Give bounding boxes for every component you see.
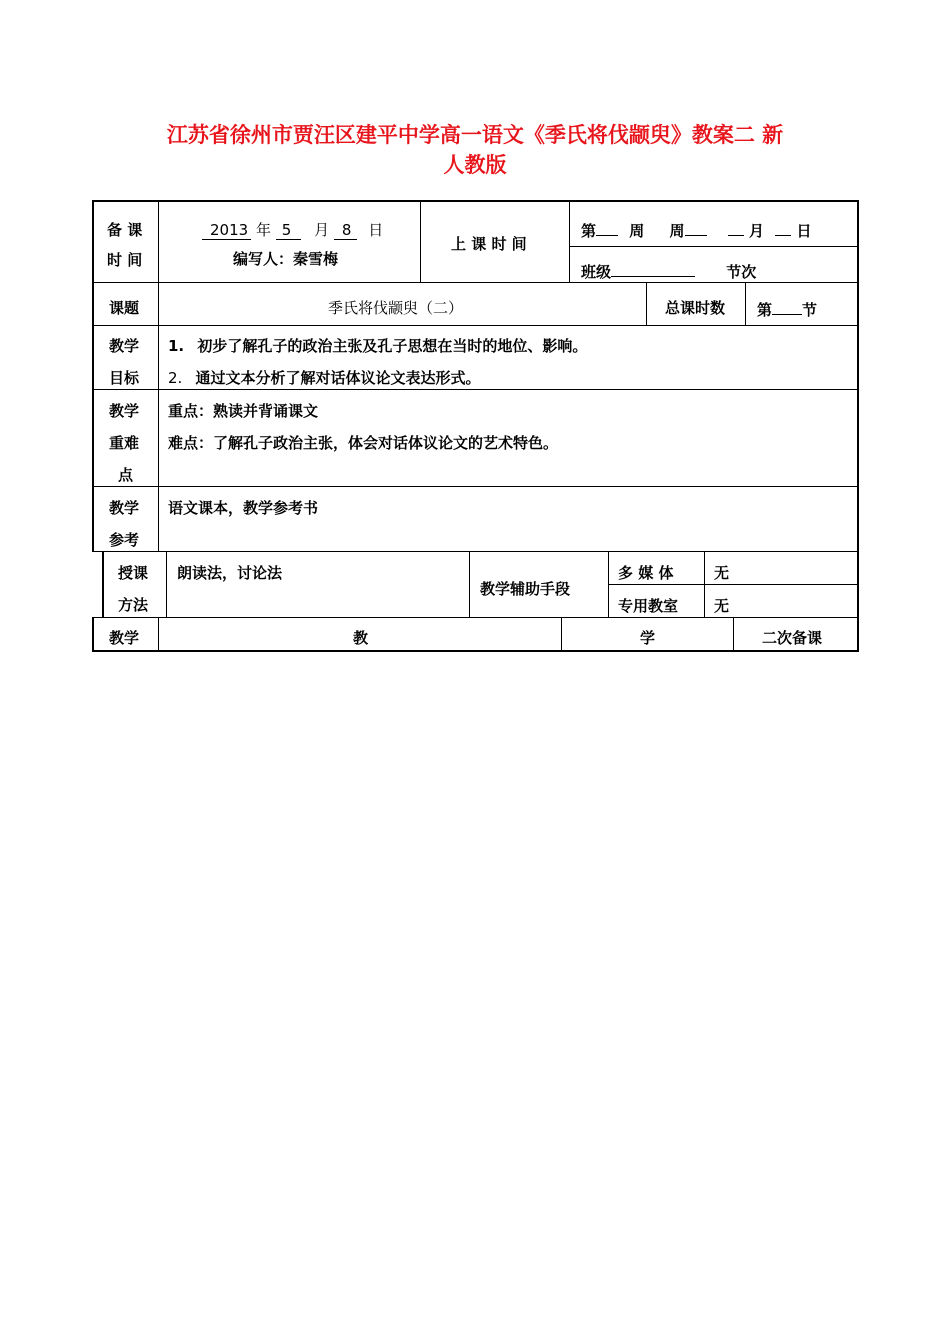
day-blank [775,220,791,236]
room-value: 无 [714,597,730,615]
learn-col-label: 学 [640,629,656,647]
table-left-border [92,200,94,552]
class-label: 班级 [581,263,612,281]
reference-label-1: 教学 [109,499,140,517]
title-line-1: 江苏省徐州市贾汪区建平中学高一语文《季氏将伐颛臾》教案二 新 [166,122,784,147]
media-value: 无 [714,564,730,582]
difficult-point: 难点：了解孔子政治主张，体会对话体议论文的艺术特色。 [168,434,559,452]
date-month: 5 [276,221,302,240]
session-suffix: 节 [802,301,818,319]
topic-label: 课题 [109,299,140,317]
divider [92,389,859,390]
goals-label-1: 教学 [109,337,140,355]
class-blank [611,261,695,277]
focus-label-3: 点 [118,466,134,484]
topic-value: 季氏将伐颛臾（二） [328,299,464,317]
divider [92,486,859,487]
author: 编写人：秦雪梅 [233,250,339,268]
week-prefix: 第 [581,222,597,240]
prep-date [202,221,383,240]
method-label-2: 方法 [118,596,149,614]
title-line-2: 人教版 [443,152,507,177]
month-label: 月 [748,222,764,240]
teaching-aid-label: 教学辅助手段 [480,580,571,598]
goal-2-text: 通过文本分析了解对话体议论文表达形式。 [195,369,481,387]
method-label-1: 授课 [118,564,149,582]
date-day-suffix: 日 [368,221,384,239]
weekday-blank [685,220,707,236]
room-label: 专用教室 [618,597,679,615]
divider [92,617,859,618]
table-top-border [92,200,859,202]
divider [745,282,746,325]
session-prefix: 第 [757,301,773,319]
divider [158,282,159,325]
divider [646,282,647,325]
teaching-col-label: 教学 [109,629,140,647]
week-label: 周 [629,222,645,240]
media-label: 多 媒 体 [618,564,674,582]
period-label: 节次 [726,263,757,281]
key-point: 重点：熟读并背诵课文 [168,402,319,420]
total-hours-label: 总课时数 [665,299,726,317]
session-blank [772,299,802,315]
date-year: 2013 [202,221,251,240]
reference-value: 语文课本，教学参考书 [168,499,319,517]
weekday-label: 周 [669,222,685,240]
table-bottom-border [92,650,859,652]
focus-label-2: 重难 [109,434,140,452]
goal-2 [168,369,481,387]
date-year-suffix: 年 [255,221,271,239]
prep-time-label-1: 备 课 [107,221,143,239]
goal-1-text: 初步了解孔子的政治主张及孔子思想在当时的地位、影响。 [197,337,588,355]
session-number [757,299,817,319]
prep-time-label-2: 时 间 [107,251,143,269]
date-day: 8 [334,221,358,240]
date-month-suffix: 月 [314,221,330,239]
month-blank [728,220,744,236]
divider [158,617,159,652]
focus-label-1: 教学 [109,402,140,420]
goal-1 [168,337,587,355]
divider [92,282,859,283]
goal-1-number: 1. [168,337,185,355]
divider [561,617,562,652]
divider [569,246,858,247]
week-blank [596,220,618,236]
reference-label-2: 参考 [109,531,140,549]
method-value: 朗读法，讨论法 [177,564,283,582]
divider [102,551,104,617]
divider [158,325,159,552]
teach-col-label: 教 [353,629,369,647]
day-label: 日 [796,222,812,240]
schedule-week [581,220,811,240]
divider [608,584,858,585]
divider [92,325,859,326]
divider [158,200,159,282]
class-period [581,261,756,281]
goals-label-2: 目标 [109,369,140,387]
document-title [130,120,820,180]
goal-2-number: 2. [168,369,183,387]
second-prep-col-label: 二次备课 [762,629,823,647]
divider [92,551,859,552]
divider [420,200,421,282]
class-time-label: 上 课 时 间 [451,235,527,253]
divider [733,617,734,652]
divider [92,617,94,652]
divider [569,200,570,282]
divider [469,551,470,617]
divider [166,551,167,617]
